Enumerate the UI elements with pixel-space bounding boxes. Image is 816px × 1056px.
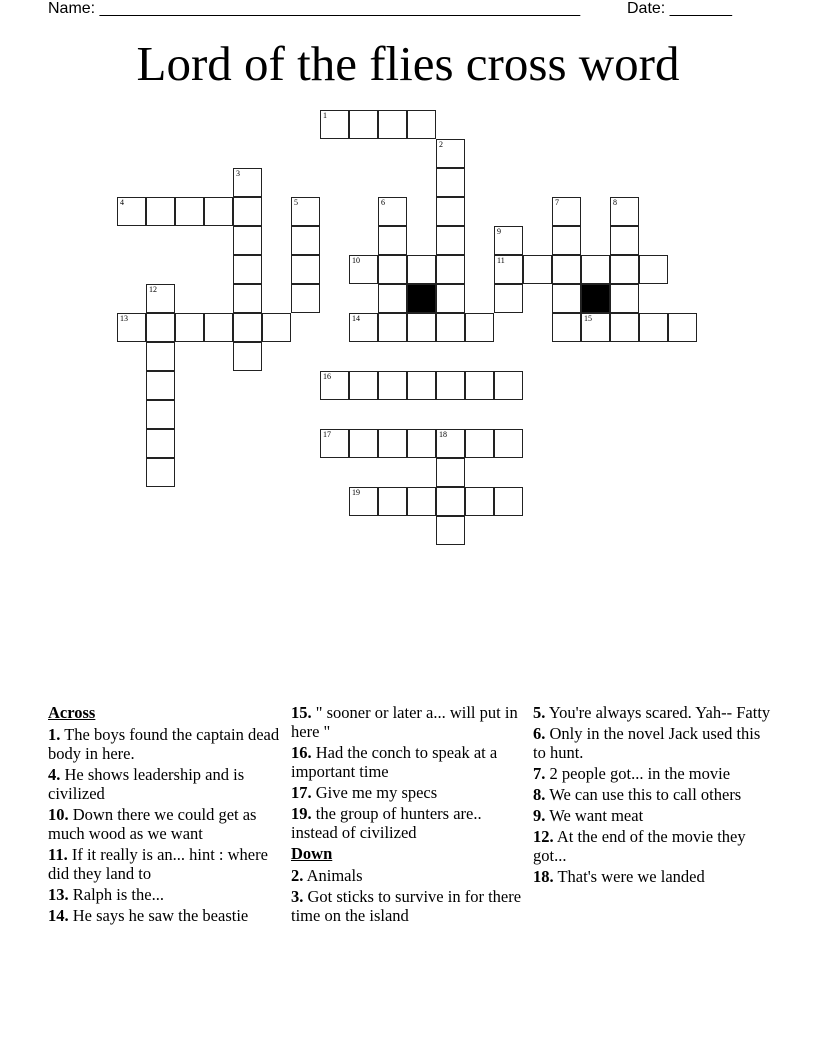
grid-cell[interactable] xyxy=(494,429,523,458)
grid-cell[interactable] xyxy=(465,487,494,516)
grid-cell[interactable] xyxy=(552,226,581,255)
clue-number: 5 xyxy=(294,198,298,207)
grid-cell[interactable] xyxy=(378,255,407,284)
black-square xyxy=(407,284,436,313)
grid-cell[interactable] xyxy=(378,197,407,226)
clue-item xyxy=(291,743,531,781)
clue-text: We can use this to call others xyxy=(545,785,742,804)
grid-cell[interactable] xyxy=(610,313,639,342)
clue-item xyxy=(533,827,773,865)
grid-cell[interactable] xyxy=(233,313,262,342)
grid-cell[interactable] xyxy=(233,342,262,371)
grid-cell[interactable] xyxy=(291,226,320,255)
clue-number: 10 xyxy=(352,256,360,265)
grid-cell[interactable] xyxy=(291,197,320,226)
grid-cell[interactable] xyxy=(175,313,204,342)
grid-cell[interactable] xyxy=(465,371,494,400)
clue-item xyxy=(291,783,531,802)
clue-number: 2 xyxy=(439,140,443,149)
grid-cell[interactable] xyxy=(291,284,320,313)
clue-text: 2 people got... in the movie xyxy=(545,764,731,783)
grid-cell[interactable] xyxy=(436,168,465,197)
clues-column-3 xyxy=(533,703,773,888)
grid-cell[interactable] xyxy=(378,110,407,139)
grid-cell[interactable] xyxy=(436,429,465,458)
clue-item xyxy=(291,887,531,925)
grid-cell[interactable] xyxy=(378,371,407,400)
grid-cell[interactable] xyxy=(610,226,639,255)
clue-number: 1 xyxy=(323,111,327,120)
clue-number: 18 xyxy=(439,430,447,439)
clue-text: Only in the novel Jack used this to hunt. xyxy=(533,724,761,762)
clue-number: 7. xyxy=(533,764,546,783)
clue-text: You're always scared. Yah-- Fatty xyxy=(545,703,771,722)
clue-number: 3 xyxy=(236,169,240,178)
clue-number: 17 xyxy=(323,430,331,439)
grid-cell[interactable] xyxy=(436,516,465,545)
clue-text: At the end of the movie they got... xyxy=(533,827,746,865)
grid-cell[interactable] xyxy=(117,313,146,342)
clue-number: 15 xyxy=(584,314,592,323)
grid-cell[interactable] xyxy=(523,255,552,284)
grid-cell[interactable] xyxy=(320,429,349,458)
grid-cell[interactable] xyxy=(494,284,523,313)
grid-cell[interactable] xyxy=(610,284,639,313)
clue-text: He shows leadership and is civilized xyxy=(48,765,245,803)
grid-cell[interactable] xyxy=(378,284,407,313)
clue-text: We want meat xyxy=(545,806,644,825)
grid-cell[interactable] xyxy=(349,255,378,284)
grid-cell[interactable] xyxy=(378,429,407,458)
clue-number: 13 xyxy=(120,314,128,323)
clue-item xyxy=(533,785,773,804)
grid-cell[interactable] xyxy=(146,313,175,342)
grid-cell[interactable] xyxy=(349,313,378,342)
grid-cell[interactable] xyxy=(552,197,581,226)
grid-cell[interactable] xyxy=(407,371,436,400)
grid-cell[interactable] xyxy=(436,139,465,168)
clue-number: 19. xyxy=(291,804,312,823)
clue-text: Give me my specs xyxy=(311,783,438,802)
grid-cell[interactable] xyxy=(552,313,581,342)
grid-cell[interactable] xyxy=(552,255,581,284)
grid-cell[interactable] xyxy=(146,429,175,458)
clue-item xyxy=(48,765,288,803)
grid-cell[interactable] xyxy=(146,400,175,429)
grid-cell[interactable] xyxy=(610,255,639,284)
clue-item xyxy=(533,867,773,886)
name-field[interactable]: Name: ______________________________________________________ xyxy=(48,0,581,17)
clue-number: 6. xyxy=(533,724,546,743)
clue-number: 18. xyxy=(533,867,554,886)
clue-item xyxy=(48,725,288,763)
clue-item xyxy=(48,805,288,843)
clue-item xyxy=(48,885,288,904)
clue-item xyxy=(48,906,288,925)
grid-cell[interactable] xyxy=(436,458,465,487)
clue-number: 16 xyxy=(323,372,331,381)
clues-column-2 xyxy=(291,703,531,927)
grid-cell[interactable] xyxy=(378,313,407,342)
clue-text: That's were we landed xyxy=(553,867,705,886)
clue-item xyxy=(48,845,288,883)
clue-number: 2. xyxy=(291,866,304,885)
grid-cell[interactable] xyxy=(146,458,175,487)
grid-cell[interactable] xyxy=(610,197,639,226)
clue-text: Animals xyxy=(303,866,363,885)
clue-number: 14 xyxy=(352,314,360,323)
clue-number: 12. xyxy=(533,827,554,846)
grid-cell[interactable] xyxy=(465,313,494,342)
grid-cell[interactable] xyxy=(436,226,465,255)
across-heading: Across xyxy=(48,703,96,722)
clue-text: the group of hunters are.. instead of civilized xyxy=(291,804,482,842)
clue-text: Got sticks to survive in for there time on the island xyxy=(291,887,522,925)
clue-number: 7 xyxy=(555,198,559,207)
clue-item xyxy=(533,806,773,825)
grid-cell[interactable] xyxy=(581,255,610,284)
grid-cell[interactable] xyxy=(233,197,262,226)
grid-cell[interactable] xyxy=(407,313,436,342)
grid-cell[interactable] xyxy=(436,313,465,342)
grid-cell[interactable] xyxy=(291,255,320,284)
grid-cell[interactable] xyxy=(407,487,436,516)
clue-number: 3. xyxy=(291,887,304,906)
clue-number: 11 xyxy=(497,256,505,265)
clue-text: If it really is an... hint : where did they land to xyxy=(48,845,268,883)
clue-number: 9. xyxy=(533,806,546,825)
grid-cell[interactable] xyxy=(320,110,349,139)
clue-number: 10. xyxy=(48,805,69,824)
grid-cell[interactable] xyxy=(436,487,465,516)
date-field[interactable]: Date: _______ xyxy=(627,0,732,17)
grid-cell[interactable] xyxy=(494,255,523,284)
grid-cell[interactable] xyxy=(639,255,668,284)
grid-cell[interactable] xyxy=(668,313,697,342)
grid-cell[interactable] xyxy=(378,226,407,255)
grid-cell[interactable] xyxy=(233,168,262,197)
down-heading: Down xyxy=(291,844,333,863)
grid-cell[interactable] xyxy=(436,371,465,400)
grid-cell[interactable] xyxy=(407,110,436,139)
clue-number: 11. xyxy=(48,845,68,864)
clue-number: 5. xyxy=(533,703,546,722)
grid-cell[interactable] xyxy=(349,110,378,139)
grid-cell[interactable] xyxy=(465,429,494,458)
grid-cell[interactable] xyxy=(233,226,262,255)
clues-column-1 xyxy=(48,703,288,927)
grid-cell[interactable] xyxy=(117,197,146,226)
clue-text: Down there we could get as much wood as we want xyxy=(48,805,257,843)
clue-text: The boys found the captain dead body in here. xyxy=(48,725,280,763)
grid-cell[interactable] xyxy=(639,313,668,342)
grid-cell[interactable] xyxy=(407,429,436,458)
clue-number: 19 xyxy=(352,488,360,497)
grid-cell[interactable] xyxy=(320,371,349,400)
clue-number: 8. xyxy=(533,785,546,804)
grid-cell[interactable] xyxy=(494,487,523,516)
grid-cell[interactable] xyxy=(233,284,262,313)
clue-number: 8 xyxy=(613,198,617,207)
grid-cell[interactable] xyxy=(262,313,291,342)
grid-cell[interactable] xyxy=(233,255,262,284)
clue-item xyxy=(291,866,531,885)
grid-cell[interactable] xyxy=(581,313,610,342)
clue-number: 4 xyxy=(120,198,124,207)
grid-cell[interactable] xyxy=(436,284,465,313)
clue-text: He says he saw the beastie xyxy=(68,906,249,925)
clue-number: 14. xyxy=(48,906,69,925)
clue-number: 1. xyxy=(48,725,61,744)
clue-number: 9 xyxy=(497,227,501,236)
grid-cell[interactable] xyxy=(349,371,378,400)
clue-number: 13. xyxy=(48,885,69,904)
grid-cell[interactable] xyxy=(204,197,233,226)
clue-item xyxy=(533,703,773,722)
clue-text: " sooner or later a... will put in here " xyxy=(291,703,518,741)
clue-item xyxy=(533,764,773,783)
grid-cell[interactable] xyxy=(436,255,465,284)
clue-number: 17. xyxy=(291,783,312,802)
page-title: Lord of the flies cross word xyxy=(136,36,680,91)
grid-cell[interactable] xyxy=(146,197,175,226)
clue-text: Had the conch to speak at a important time xyxy=(291,743,498,781)
grid-cell[interactable] xyxy=(349,487,378,516)
clue-item xyxy=(291,804,531,842)
clue-number: 4. xyxy=(48,765,61,784)
grid-cell[interactable] xyxy=(204,313,233,342)
clue-number: 15. xyxy=(291,703,312,722)
grid-cell[interactable] xyxy=(494,226,523,255)
clue-item xyxy=(533,724,773,762)
grid-cell[interactable] xyxy=(146,371,175,400)
grid-cell[interactable] xyxy=(436,197,465,226)
grid-cell[interactable] xyxy=(378,487,407,516)
clue-text: Ralph is the... xyxy=(68,885,164,904)
grid-cell[interactable] xyxy=(407,255,436,284)
grid-cell[interactable] xyxy=(349,429,378,458)
black-square xyxy=(581,284,610,313)
grid-cell[interactable] xyxy=(146,342,175,371)
grid-cell[interactable] xyxy=(175,197,204,226)
clue-number: 6 xyxy=(381,198,385,207)
grid-cell[interactable] xyxy=(552,284,581,313)
grid-cell[interactable] xyxy=(146,284,175,313)
clue-item xyxy=(291,703,531,741)
clue-number: 16. xyxy=(291,743,312,762)
grid-cell[interactable] xyxy=(494,371,523,400)
clue-number: 12 xyxy=(149,285,157,294)
